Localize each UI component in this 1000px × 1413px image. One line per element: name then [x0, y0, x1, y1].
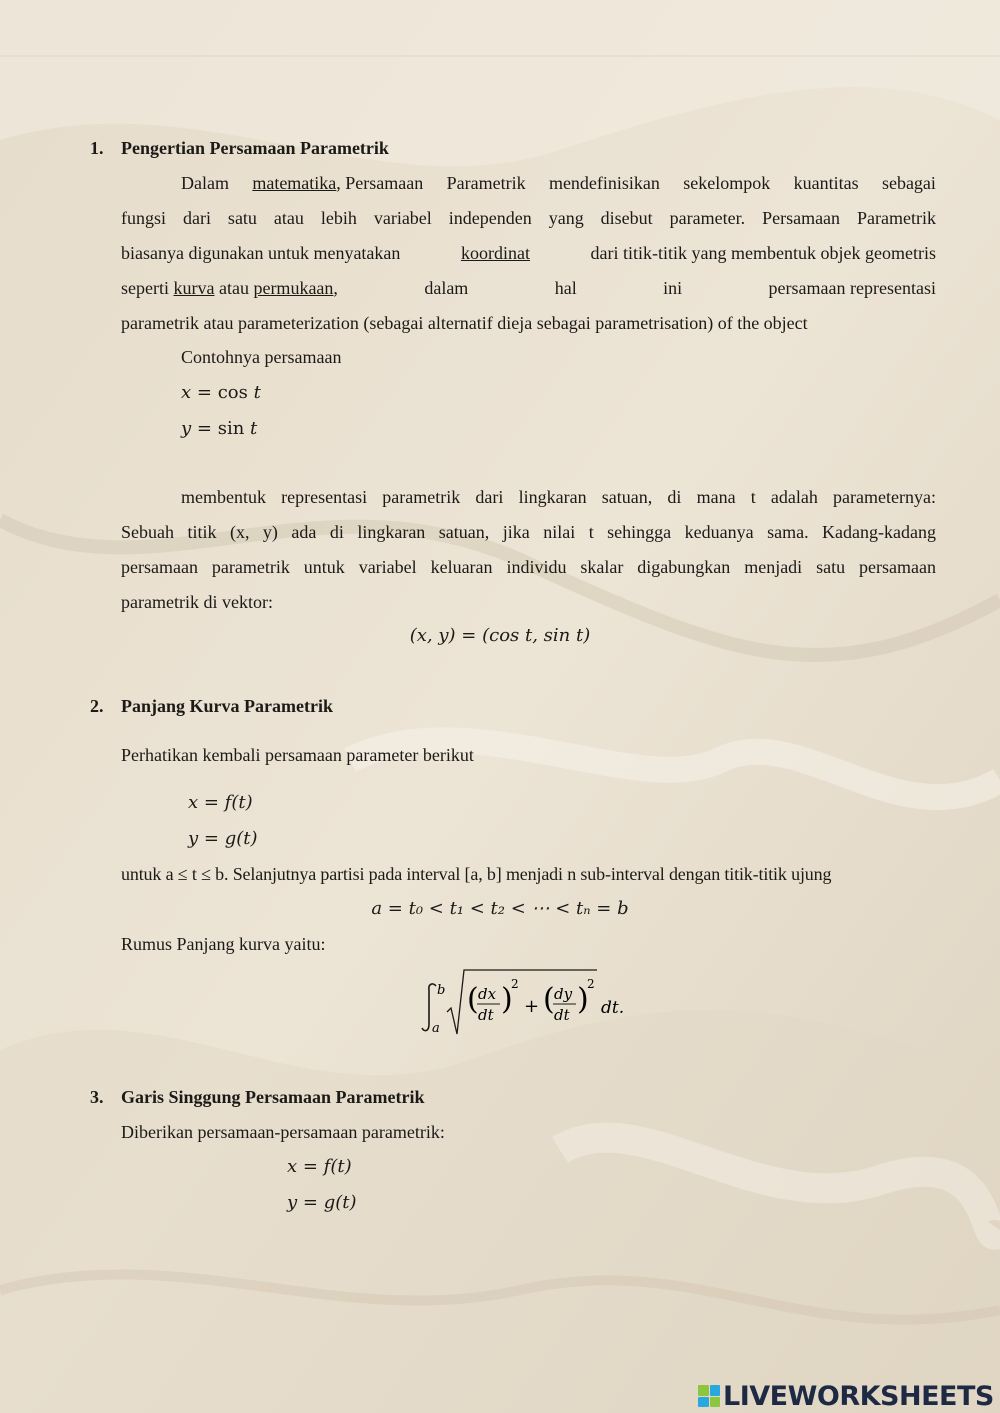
upper-limit: b — [437, 983, 446, 998]
badge-cell — [698, 1385, 709, 1396]
paren-open-1: ( — [467, 982, 479, 1017]
section-1-paragraph-line-3: biasanya digunakan untuk menyatakan koordinat dari titik-titik yang membentuk objek geometris — [121, 243, 936, 263]
link-permukaan[interactable]: permukaan — [253, 278, 334, 298]
section-1-paragraph-2-line-3: persamaan parametrik untuk variabel keluaran individu skalar digabungkan menjadi satu persamaan — [121, 557, 936, 577]
link-koordinat[interactable]: koordinat — [460, 243, 530, 263]
logo-text: LIVEWORKSHEETS — [723, 1380, 994, 1412]
exponent-2: 2 — [587, 977, 595, 991]
equation-3-y-g: y = g(t) — [287, 1192, 357, 1213]
badge-cell — [698, 1397, 709, 1408]
interval-line: untuk a ≤ t ≤ b. Selanjutnya partisi pada interval [a, b] menjadi n sub-interval dengan titik-titik ujung — [121, 864, 832, 884]
section-1-number: 1. — [90, 138, 104, 158]
section-3-number: 3. — [90, 1087, 104, 1107]
dt-tail: dt. — [601, 998, 625, 1018]
link-kurva[interactable]: kurva — [173, 278, 215, 298]
badge-cell — [710, 1397, 721, 1408]
section-1-title: Pengertian Persamaan Parametrik — [121, 138, 389, 158]
equation-y-g: y = g(t) — [188, 828, 258, 849]
plus-sign: + — [524, 996, 540, 1017]
equation-x-f: x = f(t) — [188, 792, 253, 813]
vector-equation: (x, y) = (cos t, sin t) — [409, 625, 591, 646]
equation-x-cos: x = cos t — [181, 382, 261, 403]
section-1-paragraph-2-line-4: parametrik di vektor: — [121, 592, 273, 612]
exponent-1: 2 — [511, 977, 519, 991]
example-intro: Contohnya persamaan — [181, 347, 342, 367]
badge-cell — [710, 1385, 721, 1396]
section-1-paragraph-2-line-2: Sebuah titik (x, y) ada di lingkaran satuan, jika nilai t sehingga keduanya sama. Kadang-kadang — [121, 522, 936, 542]
arc-length-formula — [415, 962, 635, 1042]
section-1-paragraph-line-1: Dalam matematika, Persamaan Parametrik mendefinisikan sekelompok kuantitas sebagai — [181, 173, 936, 193]
section-3-title: Garis Singgung Persamaan Parametrik — [121, 1087, 425, 1107]
dx-label: dx — [478, 985, 497, 1003]
section-1-paragraph-2-line-1: membentuk representasi parametrik dari lingkaran satuan, di mana t adalah parameternya: — [181, 487, 936, 507]
logo-badge-icon — [698, 1385, 720, 1407]
paren-close-2: ) — [577, 982, 589, 1017]
partition-equation: a = t₀ < t₁ < t₂ < ⋯ < tₙ = b — [371, 898, 629, 919]
liveworksheets-logo[interactable] — [698, 1381, 994, 1411]
section-2-intro: Perhatikan kembali persamaan parameter berikut — [121, 745, 474, 765]
dt-label-2: dt — [554, 1006, 570, 1024]
equation-y-sin: y = sin t — [181, 418, 258, 439]
section-1-paragraph-line-2: fungsi dari satu atau lebih variabel independen yang disebut parameter. Persamaan Parametrik — [121, 208, 936, 228]
section-1-paragraph-line-5: parametrik atau parameterization (sebagai alternatif dieja sebagai parametrisation) of the object — [121, 313, 808, 333]
section-3-intro: Diberikan persamaan-persamaan parametrik: — [121, 1122, 445, 1142]
section-2-number: 2. — [90, 696, 104, 716]
paren-open-2: ( — [543, 982, 555, 1017]
section-2-title: Panjang Kurva Parametrik — [121, 696, 333, 716]
equation-3-x-f: x = f(t) — [287, 1156, 352, 1177]
section-1-paragraph-line-4: seperti kurva atau permukaan, dalam hal ini persamaan representasi — [121, 278, 936, 298]
formula-intro: Rumus Panjang kurva yaitu: — [121, 934, 326, 954]
paren-close-1: ) — [501, 982, 513, 1017]
lower-limit: a — [432, 1021, 440, 1036]
link-matematika[interactable]: matematika — [252, 173, 337, 193]
dy-label: dy — [554, 985, 573, 1003]
dt-label-1: dt — [478, 1006, 494, 1024]
